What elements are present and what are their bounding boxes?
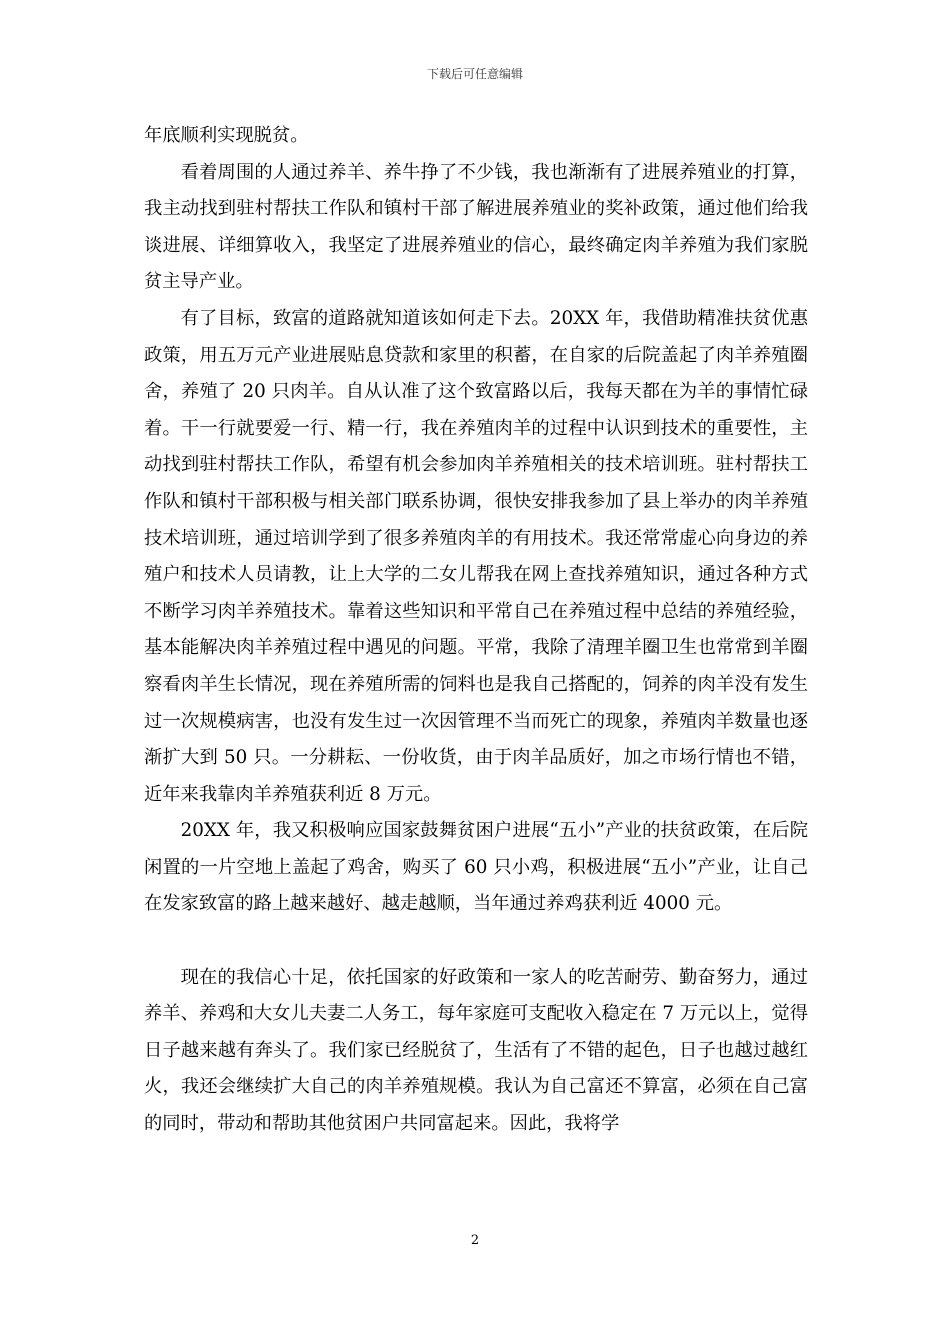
paragraph: 现在的我信心十足，依托国家的好政策和一家人的吃苦耐劳、勤奋努力，通过养羊、养鸡和大女儿夫妻二人务工，每年家庭可支配收入稳定在 7 万元以上，觉得日子越来越有奔头了。我们家已经脱贫了，生活有了不错的起色，日子也越过越红火，我还会继续扩大自己的肉羊养殖规模。我认为自己富还不算富，必须在自己富的同时，带动和帮助其他贫困户共同富起来。因此，我将学	[144, 966, 808, 1135]
paragraph: 有了目标，致富的道路就知道该如何走下去。20XX 年，我借助精准扶贫优惠政策，用五万元产业进展贴息贷款和家里的积蓄，在自家的后院盖起了肉羊养殖圈舍，养殖了 20 只肉羊。自从认准了这个致富路以后，我每天都在为羊的事情忙碌着。干一行就要爱一行、精一行，我在养殖肉羊的过程中认识到技术的重要性，主动找到驻村帮扶工作队，希望有机会参加肉羊养殖相关的技术培训班。驻村帮扶工作队和镇村干部积极与相关部门联系协调，很快安排我参加了县上举办的肉羊养殖技术培训班，通过培训学到了很多养殖肉羊的有用技术。我还常常虚心向身边的养殖户和技术人员请教，让上大学的二女儿帮我在网上查找养殖知识，通过各种方式不断学习肉羊养殖技术。靠着这些知识和平常自己在养殖过程中总结的养殖经验，基本能解决肉羊养殖过程中遇见的问题。平常，我除了清理羊圈卫生也常常到羊圈察看肉羊生长情况，现在养殖所需的饲料也是我自己搭配的，饲养的肉羊没有发生过一次规模病害，也没有发生过一次因管理不当而死亡的现象，养殖肉羊数量也逐渐扩大到 50 只。一分耕耘、一份收货，由于肉羊品质好，加之市场行情也不错，近年来我靠肉羊养殖获利近 8 万元。	[144, 307, 808, 805]
paragraph: 看着周围的人通过养羊、养牛挣了不少钱，我也渐渐有了进展养殖业的打算，我主动找到驻村帮扶工作队和镇村干部了解进展养殖业的奖补政策，通过他们给我谈进展、详细算收入，我坚定了进展养殖业的信心，最终确定肉羊养殖为我们家脱贫主导产业。	[144, 161, 808, 293]
document-body	[144, 118, 808, 1143]
paragraph-continuation: 年底顺利实现脱贫。	[144, 125, 309, 146]
paragraph: 20XX 年，我又积极响应国家鼓舞贫困户进展“五小”产业的扶贫政策，在后院闲置的一片空地上盖起了鸡舍，购买了 60 只小鸡，积极进展“五小”产业，让自己在发家致富的路上越来越好、越走越顺，当年通过养鸡获利近 4000 元。	[144, 820, 808, 915]
page-header: 下载后可任意编辑	[426, 67, 523, 81]
blank-line	[144, 923, 808, 960]
page-number: 2	[470, 1233, 480, 1248]
